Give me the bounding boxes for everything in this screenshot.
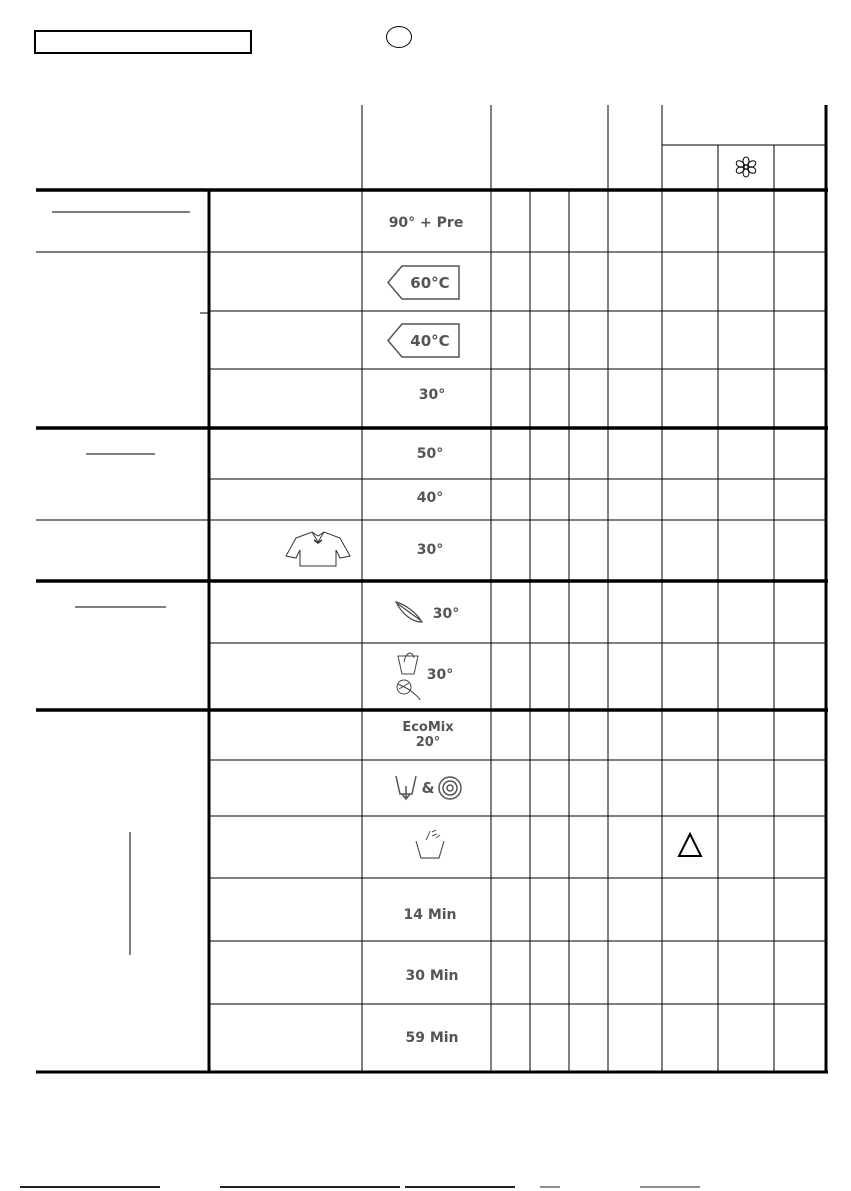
- programme-label: 30°: [418, 387, 446, 403]
- programme-label: 59 Min: [405, 1030, 459, 1046]
- programme-label: 40°C: [410, 332, 450, 350]
- programme-label: 50°: [416, 446, 444, 462]
- programme-label-line1: EcoMix: [402, 720, 454, 735]
- programme-label: [364, 720, 492, 750]
- warning-triangle-icon: [679, 834, 701, 856]
- programme-label: 60°C: [410, 274, 450, 292]
- programme-label: 40°: [416, 490, 444, 506]
- programme-label: 30 Min: [405, 968, 459, 984]
- programme-label: 30°: [432, 606, 460, 622]
- programme-label: 30°: [426, 667, 454, 683]
- programme-label: 30°: [416, 542, 444, 558]
- rinse-icon: [416, 830, 444, 858]
- programme-label-line2: 20°: [415, 735, 441, 750]
- shirt-icon: [286, 532, 350, 566]
- programme-label: &: [421, 779, 435, 797]
- programme-label: 90° + Pre: [388, 215, 464, 231]
- bottom-edge-marks: [0, 1183, 851, 1191]
- programme-label: 14 Min: [403, 907, 457, 923]
- fan-flower-icon: [735, 157, 757, 177]
